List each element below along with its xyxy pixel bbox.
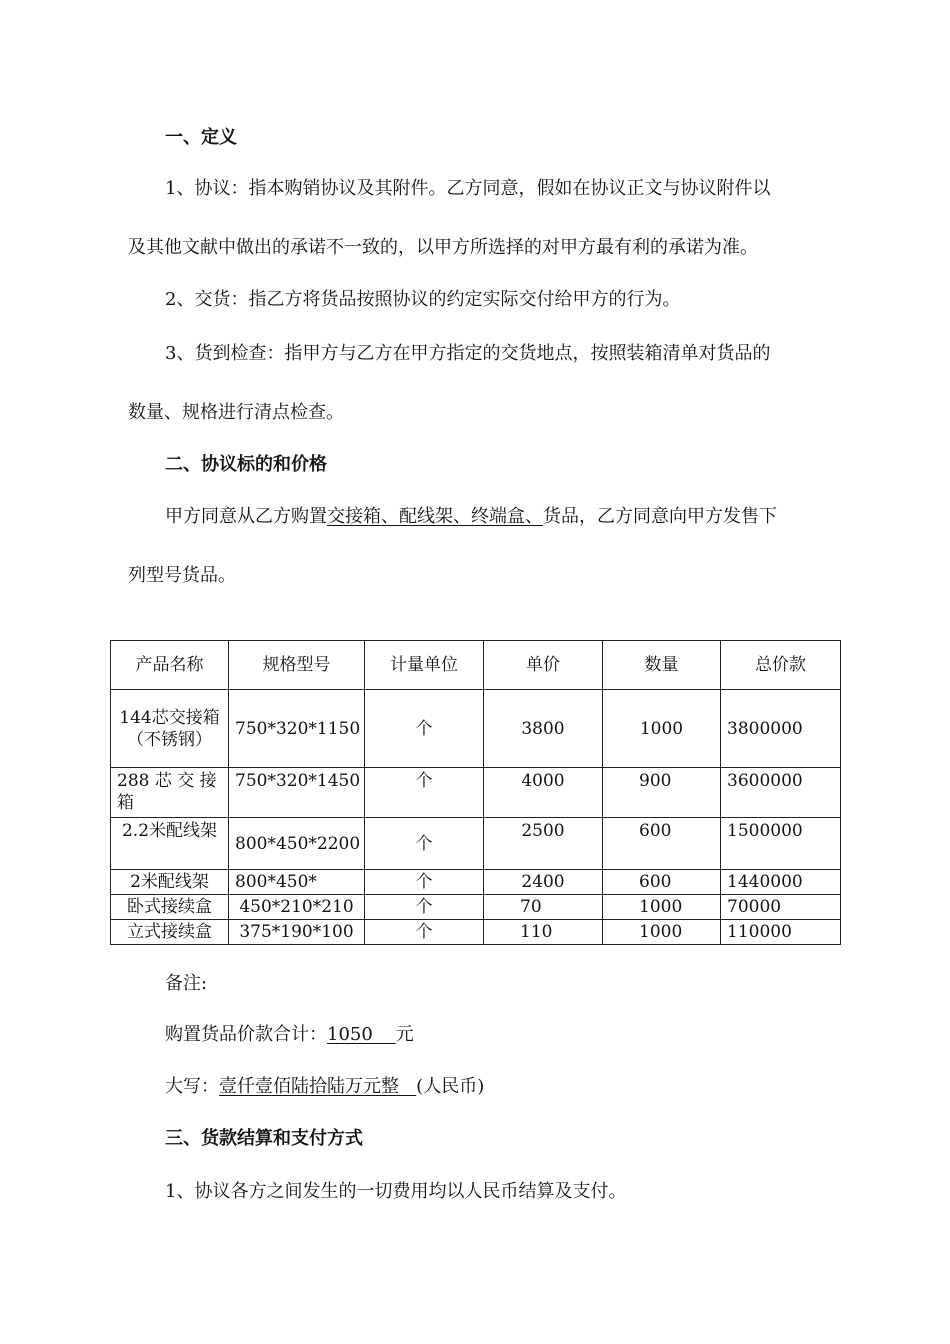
cell-total: 3600000: [721, 768, 841, 818]
header-unit: 计量单位: [365, 641, 484, 690]
definition-delivery: 2、交货：指乙方将货品按照协议的约定实际交付给甲方的行为。: [165, 289, 681, 310]
table-row: [111, 768, 841, 818]
total-amount-value: 1050: [327, 1024, 396, 1045]
definition-agreement-line1: 1、协议：指本购销协议及其附件。乙方同意，假如在协议正文与协议附件以: [165, 178, 771, 199]
cell-price: 3800: [484, 690, 603, 768]
cell-total: 1440000: [721, 870, 841, 895]
cell-product-name: 2.2米配线架: [111, 818, 229, 870]
table-row: [111, 690, 841, 768]
cell-unit: 个: [365, 895, 484, 920]
purchase-statement-line2: 列型号货品。: [128, 565, 236, 586]
cell-quantity: 1000: [603, 895, 721, 920]
table-row: [111, 920, 841, 945]
cell-product-name: 288 芯 交 接 箱: [111, 768, 229, 818]
cell-product-name: 144芯交接箱（不锈钢）: [111, 690, 229, 768]
cell-quantity: 600: [603, 870, 721, 895]
cell-product-name: 立式接续盒: [111, 920, 229, 945]
table-row: [111, 895, 841, 920]
header-quantity: 数量: [603, 641, 721, 690]
notes-label: 备注:: [165, 973, 208, 994]
purchase-statement-post: 货品，乙方同意向甲方发售下: [543, 506, 777, 527]
cell-total: 70000: [721, 895, 841, 920]
section1-heading: 一、定义: [165, 127, 237, 148]
cell-unit: 个: [365, 768, 484, 818]
section3-heading: 三、货款结算和支付方式: [165, 1128, 363, 1149]
section2-heading: 二、协议标的和价格: [165, 454, 327, 475]
table-row: [111, 818, 841, 870]
cell-price: 2500: [484, 818, 603, 870]
settlement-currency-clause: 1、协议各方之间发生的一切费用均以人民币结算及支付。: [165, 1181, 627, 1202]
table-row: [111, 870, 841, 895]
cell-total: 1500000: [721, 818, 841, 870]
cell-spec: 750*320*1450: [229, 768, 365, 818]
purchase-statement-pre: 甲方同意从乙方购置: [165, 506, 327, 527]
cell-quantity: 900: [603, 768, 721, 818]
amount-in-words-value: 壹仟壹佰陆拾陆万元整: [219, 1076, 417, 1097]
goods-table: [110, 640, 841, 945]
total-amount-line: [165, 1023, 414, 1047]
amount-in-words-suffix: (人民币): [416, 1076, 485, 1097]
purchase-goods-list: 交接箱、配线架、终端盒、: [327, 506, 543, 527]
cell-quantity: 1000: [603, 920, 721, 945]
cell-price: 70: [484, 895, 603, 920]
amount-in-words-line: [165, 1075, 484, 1099]
cell-total: 110000: [721, 920, 841, 945]
cell-unit: 个: [365, 818, 484, 870]
cell-unit: 个: [365, 920, 484, 945]
definition-agreement-line2: 及其他文献中做出的承诺不一致的，以甲方所选择的对甲方最有利的承诺为准。: [128, 237, 758, 258]
cell-product-name: 卧式接续盒: [111, 895, 229, 920]
amount-in-words-label: 大写：: [165, 1076, 219, 1097]
cell-spec: 800*450*2200: [229, 818, 365, 870]
header-spec: 规格型号: [229, 641, 365, 690]
cell-spec: 800*450*: [229, 870, 365, 895]
cell-quantity: 600: [603, 818, 721, 870]
purchase-statement-line1: [165, 505, 777, 529]
definition-inspection-line2: 数量、规格进行清点检查。: [128, 402, 344, 423]
table-header-row: [111, 641, 841, 690]
cell-total: 3800000: [721, 690, 841, 768]
cell-price: 4000: [484, 768, 603, 818]
total-amount-unit: 元: [395, 1024, 414, 1045]
definition-inspection-line1: 3、货到检查：指甲方与乙方在甲方指定的交货地点，按照装箱清单对货品的: [165, 343, 771, 364]
cell-spec: 450*210*210: [229, 895, 365, 920]
cell-unit: 个: [365, 870, 484, 895]
cell-quantity: 1000: [603, 690, 721, 768]
header-total: 总价款: [721, 641, 841, 690]
header-price: 单价: [484, 641, 603, 690]
cell-price: 110: [484, 920, 603, 945]
cell-product-name: 2米配线架: [111, 870, 229, 895]
header-product-name: 产品名称: [111, 641, 229, 690]
total-amount-label: 购置货品价款合计：: [165, 1024, 327, 1045]
cell-price: 2400: [484, 870, 603, 895]
cell-spec: 375*190*100: [229, 920, 365, 945]
cell-unit: 个: [365, 690, 484, 768]
cell-spec: 750*320*1150: [229, 690, 365, 768]
